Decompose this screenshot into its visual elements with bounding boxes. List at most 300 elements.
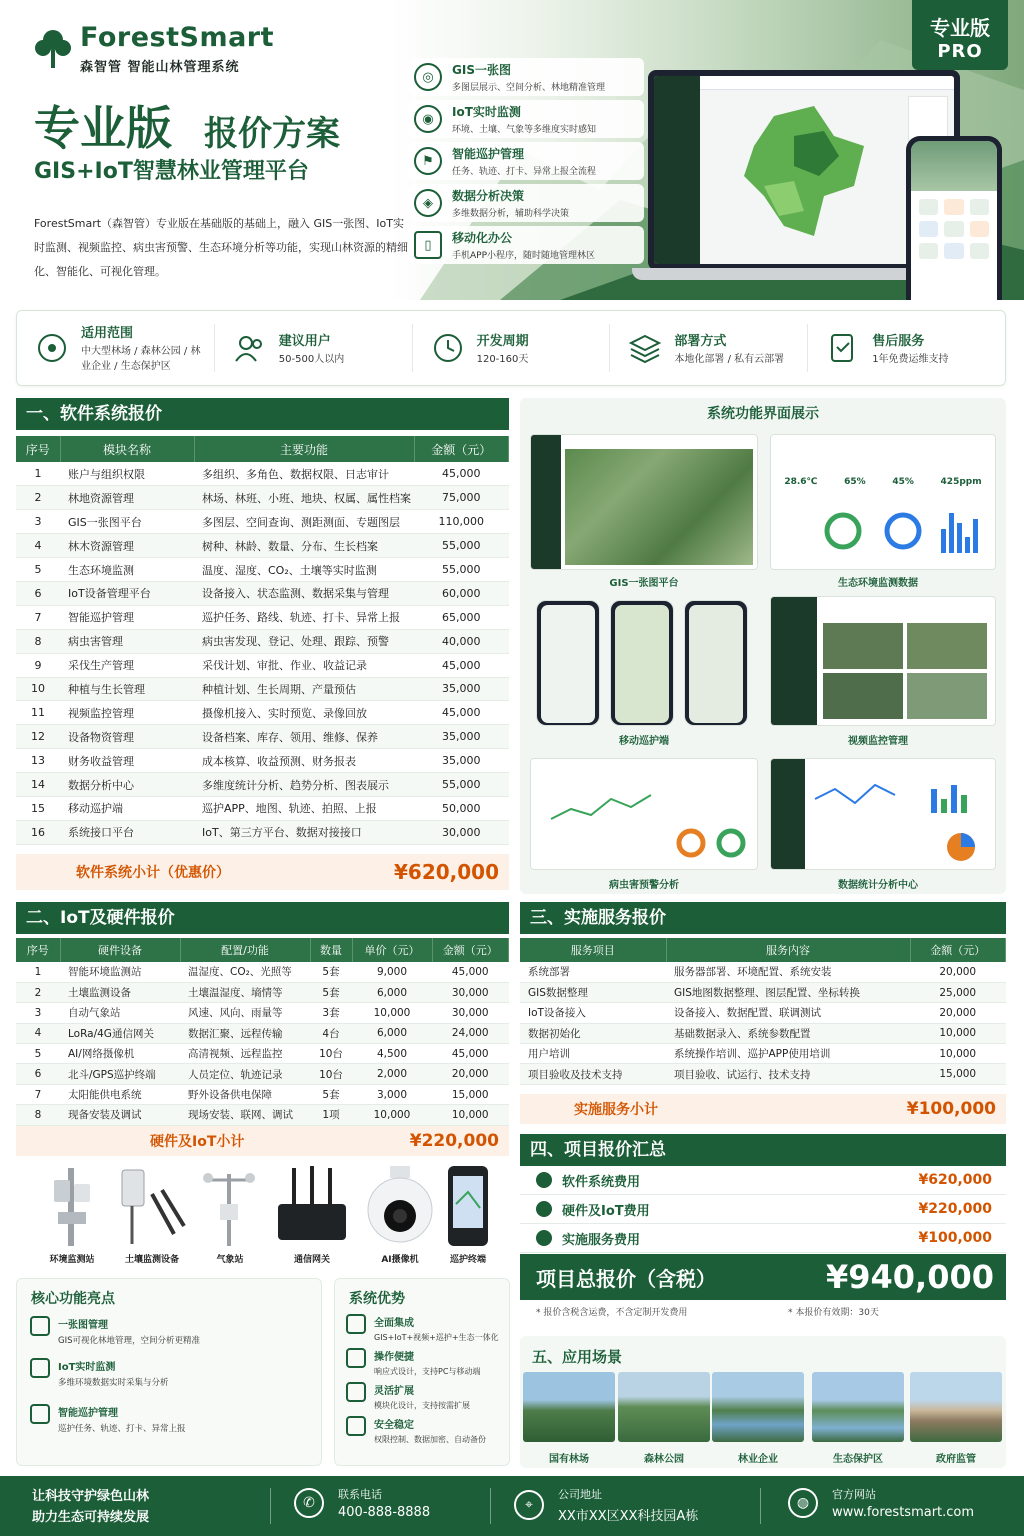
- highlight-title: IoT实时监测: [58, 1362, 116, 1373]
- screenshot-caption: 视频监控管理: [848, 736, 908, 747]
- info-service: [808, 324, 1005, 372]
- table-row: [16, 1044, 509, 1064]
- table-row: [520, 1003, 1006, 1023]
- table-header: 单价（元）: [352, 938, 432, 962]
- edition-badge: [912, 0, 1008, 70]
- table-row: [16, 486, 509, 510]
- table-cell: 13: [16, 749, 60, 773]
- table-row: [16, 701, 509, 725]
- integration-icon: [346, 1314, 366, 1334]
- table-cell: 6: [16, 1064, 60, 1084]
- table-cell: 40,000: [414, 629, 509, 653]
- table-cell: 基础数据录入、系统参数配置: [666, 1023, 910, 1043]
- table-cell: 8: [16, 1105, 60, 1125]
- brand-subtitle: 森智管 智能山林管理系统: [80, 60, 240, 75]
- map-icon: ◎: [414, 63, 442, 91]
- slogan-line: 助力生态可持续发展: [32, 1510, 150, 1525]
- summary-value: ¥220,000: [918, 1201, 992, 1217]
- screenshot-caption: GIS一张图平台: [609, 578, 679, 589]
- mobile-screenshot: [684, 600, 748, 726]
- table-row: [16, 605, 509, 629]
- feature-title: 数据分析决策: [452, 189, 525, 203]
- showcase-title: 系统功能界面展示: [707, 406, 819, 422]
- table-cell: 太阳能供电系统: [60, 1084, 180, 1104]
- feature-title: 智能巡护管理: [452, 147, 525, 161]
- table-cell: 视频监控管理: [60, 701, 194, 725]
- table-cell: 2: [16, 486, 60, 510]
- platform-name: GIS+IoT智慧林业管理平台: [34, 159, 309, 184]
- env-screenshot: [770, 434, 996, 570]
- table-cell: 林场、林班、小班、地块、权属、属性档案: [194, 486, 414, 510]
- table-cell: 35,000: [414, 749, 509, 773]
- table-cell: 多组织、多角色、数据权限、日志审计: [194, 462, 414, 486]
- table-cell: 账户与组织权限: [60, 462, 194, 486]
- extend-icon: [346, 1382, 366, 1402]
- scene-image: [712, 1372, 804, 1442]
- feature-title: GIS一张图: [452, 63, 511, 77]
- table-cell: 巡护任务、路线、轨迹、打卡、异常上报: [194, 605, 414, 629]
- info-deploy: [610, 324, 808, 372]
- table-row: [16, 629, 509, 653]
- video-screenshot: [770, 596, 996, 726]
- table-row: [16, 1023, 509, 1043]
- ease-icon: [346, 1348, 366, 1368]
- highlights-title: 核心功能亮点: [31, 1291, 115, 1307]
- table-cell: 8: [16, 629, 60, 653]
- feature-desc: 环境、土壤、气象等多维度实时感知: [452, 125, 597, 135]
- table-cell: 移动巡护端: [60, 796, 194, 820]
- table-cell: 10台: [310, 1064, 352, 1084]
- patrol-terminal-icon: [428, 1164, 508, 1248]
- table-cell: 10,000: [352, 1105, 432, 1125]
- env-reading: 65%: [844, 477, 866, 487]
- table-cell: 1: [16, 462, 60, 486]
- table-cell: 5套: [310, 1084, 352, 1104]
- subtotal-value: ¥100,000: [906, 1099, 996, 1119]
- summary-label: 软件系统费用: [562, 1174, 641, 1190]
- screenshot-caption: 移动巡护端: [619, 736, 669, 747]
- mobile-icon: ▯: [414, 231, 442, 259]
- table-cell: 9: [16, 653, 60, 677]
- summary-section-title: 四、项目报价汇总: [520, 1134, 1006, 1166]
- table-cell: 45,000: [414, 653, 509, 677]
- info-cycle: [413, 324, 611, 372]
- footer-label: 联系电话: [338, 1488, 382, 1501]
- table-cell: 7: [16, 605, 60, 629]
- info-strip: [16, 310, 1006, 386]
- table-cell: 30,000: [432, 982, 509, 1002]
- table-cell: 14: [16, 773, 60, 797]
- table-cell: 4,500: [352, 1044, 432, 1064]
- info-value: 120-160天: [476, 353, 529, 365]
- advantage-item: [346, 1416, 486, 1445]
- table-row: [520, 982, 1006, 1002]
- info-label: 开发周期: [476, 333, 529, 349]
- scene-image: [523, 1372, 615, 1442]
- phone-mockup: [906, 136, 1002, 300]
- table-cell: 种植与生长管理: [60, 677, 194, 701]
- table-cell: 4: [16, 1023, 60, 1043]
- table-cell: 5: [16, 558, 60, 582]
- feature-desc: 任务、轨迹、打卡、异常上报全流程: [452, 167, 597, 177]
- table-cell: 10,000: [910, 1044, 1006, 1064]
- table-cell: 6,000: [352, 1023, 432, 1043]
- table-cell: 2: [16, 982, 60, 1002]
- table-header: 配置/功能: [180, 938, 310, 962]
- table-cell: 温度、湿度、CO₂、土壤等实时监测: [194, 558, 414, 582]
- info-label: 售后服务: [872, 333, 925, 349]
- footer-value: www.forestsmart.com: [832, 1505, 975, 1520]
- table-cell: 10,000: [352, 1003, 432, 1023]
- sensor-icon: [30, 1358, 50, 1378]
- table-cell: 75,000: [414, 486, 509, 510]
- table-row: [520, 1023, 1006, 1043]
- table-cell: 设备档案、库存、领用、维修、保养: [194, 725, 414, 749]
- subtotal-label: 实施服务小计: [574, 1102, 658, 1118]
- table-row: [16, 510, 509, 534]
- pest-screenshot: [530, 758, 758, 870]
- device-caption: AI摄像机: [381, 1255, 419, 1265]
- total-price-bar: [520, 1254, 1006, 1300]
- table-row: [16, 462, 509, 486]
- table-cell: 45,000: [432, 1044, 509, 1064]
- table-cell: 6: [16, 581, 60, 605]
- table-row: [16, 749, 509, 773]
- table-cell: 生态环境监测: [60, 558, 194, 582]
- summary-row: [520, 1195, 1006, 1224]
- table-row: [16, 653, 509, 677]
- soil-sensor-icon: [112, 1164, 192, 1248]
- feature-title: 移动化办公: [452, 231, 513, 245]
- advantage-desc: GIS+IoT+视频+巡护+生态一体化: [374, 1333, 499, 1342]
- stats-chart-graphic: [771, 759, 996, 870]
- table-cell: 10,000: [910, 1023, 1006, 1043]
- table-cell: 4: [16, 534, 60, 558]
- table-header: 金额（元）: [910, 938, 1006, 962]
- clock-icon: [431, 331, 465, 365]
- patrol-icon: ⚑: [414, 147, 442, 175]
- table-cell: 30,000: [432, 1003, 509, 1023]
- summary-note: * 报价含税含运费，不含定制开发费用: [536, 1308, 688, 1318]
- table-cell: 45,000: [432, 962, 509, 982]
- table-cell: 65,000: [414, 605, 509, 629]
- table-cell: 20,000: [910, 962, 1006, 982]
- table-row: [16, 1105, 509, 1125]
- table-cell: 3套: [310, 1003, 352, 1023]
- table-cell: 智能巡护管理: [60, 605, 194, 629]
- service-cost-icon: [536, 1230, 552, 1246]
- table-header: 服务项目: [520, 938, 666, 962]
- table-cell: 数据汇聚、远程传输: [180, 1023, 310, 1043]
- advantages-title: 系统优势: [349, 1291, 405, 1307]
- table-cell: 25,000: [910, 982, 1006, 1002]
- screenshot-caption: 生态环境监测数据: [838, 578, 918, 589]
- highlight-desc: GIS可视化林地管理，空间分析更精准: [58, 1336, 200, 1346]
- scenes-title: 五、应用场景: [532, 1348, 623, 1366]
- summary-label: 实施服务费用: [562, 1232, 641, 1248]
- table-cell: 35,000: [414, 725, 509, 749]
- edition-badge-line2: PRO: [937, 41, 983, 62]
- table-cell: 现备安装及调试: [60, 1105, 180, 1125]
- table-cell: IoT设备管理平台: [60, 581, 194, 605]
- footer-divider: [490, 1488, 491, 1524]
- info-value: 中大型林场 / 森林公园 / 林业企业 / 生态保护区: [81, 346, 201, 372]
- scene-image: [910, 1372, 1002, 1442]
- table-cell: 55,000: [414, 773, 509, 797]
- feature-item: [408, 226, 644, 264]
- scene-caption: 林业企业: [738, 1454, 778, 1465]
- table-header: 服务内容: [666, 938, 910, 962]
- table-cell: LoRa/4G通信网关: [60, 1023, 180, 1043]
- table-cell: 成本核算、收益预测、财务报表: [194, 749, 414, 773]
- subtotal-label: 软件系统小计（优惠价）: [76, 865, 230, 881]
- scene-image: [812, 1372, 904, 1442]
- table-header: 主要功能: [194, 436, 414, 462]
- device-caption: 气象站: [216, 1255, 244, 1265]
- table-cell: 9,000: [352, 962, 432, 982]
- table-cell: 15: [16, 796, 60, 820]
- table-cell: 20,000: [910, 1003, 1006, 1023]
- footer-divider: [270, 1488, 271, 1524]
- table-cell: 采伐计划、审批、作业、收益记录: [194, 653, 414, 677]
- table-header: 序号: [16, 938, 60, 962]
- software-section-title: 一、软件系统报价: [16, 398, 509, 430]
- table-cell: 财务收益管理: [60, 749, 194, 773]
- summary-value: ¥100,000: [918, 1230, 992, 1246]
- table-cell: 病虫害管理: [60, 629, 194, 653]
- table-cell: 服务器部署、环境配置、系统安装: [666, 962, 910, 982]
- info-label: 部署方式: [674, 333, 727, 349]
- table-row: [16, 1064, 509, 1084]
- advantage-desc: 模块化设计，支持按需扩展: [374, 1401, 470, 1410]
- table-header: 金额（元）: [414, 436, 509, 462]
- table-cell: 摄像机接入、实时预览、录像回放: [194, 701, 414, 725]
- hardware-cost-icon: [536, 1201, 552, 1217]
- table-cell: 项目验收、试运行、技术支持: [666, 1064, 910, 1084]
- table-cell: 3: [16, 510, 60, 534]
- table-cell: 项目验收及技术支持: [520, 1064, 666, 1084]
- slogan-line: 让科技守护绿色山林: [32, 1489, 150, 1504]
- weather-station-icon: [190, 1164, 270, 1248]
- table-cell: 5: [16, 1044, 60, 1064]
- table-row: [16, 1003, 509, 1023]
- table-cell: 5套: [310, 962, 352, 982]
- advantage-item: [346, 1348, 480, 1377]
- feature-item: [408, 100, 644, 138]
- services-subtotal: [520, 1094, 1006, 1124]
- table-row: [520, 1064, 1006, 1084]
- info-value: 本地化部署 / 私有云部署: [674, 353, 785, 365]
- table-cell: 15,000: [432, 1084, 509, 1104]
- hardware-section-title: 二、IoT及硬件报价: [16, 902, 509, 934]
- subtotal-value: ¥220,000: [409, 1131, 499, 1151]
- table-row: [520, 962, 1006, 982]
- info-value: 50-500人以内: [278, 353, 345, 365]
- table-cell: 16: [16, 820, 60, 844]
- highlight-desc: 多维环境数据实时采集与分析: [58, 1378, 169, 1388]
- advantage-title: 灵活扩展: [374, 1386, 414, 1397]
- table-row: [520, 1044, 1006, 1064]
- table-cell: 10台: [310, 1044, 352, 1064]
- advantage-title: 操作便捷: [374, 1352, 414, 1363]
- page-title-sub: 报价方案: [204, 114, 340, 154]
- feature-list: [408, 58, 644, 268]
- feature-desc: 多图层展示、空间分析、林地精准管理: [452, 83, 606, 93]
- globe-icon: ◍: [788, 1488, 818, 1518]
- table-row: [16, 1084, 509, 1104]
- mobile-screenshot: [610, 600, 674, 726]
- sensor-icon: ◉: [414, 105, 442, 133]
- tree-logo-icon: [34, 26, 72, 70]
- table-cell: 50,000: [414, 796, 509, 820]
- table-cell: 采伐生产管理: [60, 653, 194, 677]
- table-cell: 数据分析中心: [60, 773, 194, 797]
- feature-title: IoT实时监测: [452, 105, 521, 119]
- table-cell: 系统部署: [520, 962, 666, 982]
- footer-website[interactable]: [788, 1486, 974, 1520]
- table-cell: 3,000: [352, 1084, 432, 1104]
- table-cell: 110,000: [414, 510, 509, 534]
- env-reading: 425ppm: [940, 477, 982, 487]
- table-cell: 30,000: [414, 820, 509, 844]
- table-cell: IoT设备接入: [520, 1003, 666, 1023]
- table-cell: 60,000: [414, 581, 509, 605]
- table-cell: 北斗/GPS巡护终端: [60, 1064, 180, 1084]
- table-cell: 设备接入、数据配置、联调测试: [666, 1003, 910, 1023]
- summary-row: [520, 1166, 1006, 1195]
- info-scope: [17, 324, 215, 372]
- total-value: ¥940,000: [825, 1258, 994, 1296]
- table-cell: 高清视频、远程监控: [180, 1044, 310, 1064]
- footer-phone[interactable]: [294, 1486, 430, 1520]
- layers-icon: [628, 331, 662, 365]
- total-label: 项目总报价（含税）: [536, 1266, 716, 1291]
- table-cell: 智能环境监测站: [60, 962, 180, 982]
- advantage-desc: 权限控制、数据加密、自动备份: [374, 1435, 486, 1444]
- footer-value: 400-888-8888: [338, 1505, 431, 1520]
- table-cell: 系统接口平台: [60, 820, 194, 844]
- scene-caption: 森林公园: [644, 1454, 684, 1465]
- intro-text: ForestSmart（森智管）专业版在基础版的基础上，融入 GIS一张图、IoT实时监测、视频监控、病虫害预警、生态环境分析等功能，实现山林资源的精细化、智能化、可视化管理。: [34, 217, 408, 278]
- table-cell: 多图层、空间查询、测距测面、专题图层: [194, 510, 414, 534]
- summary-value: ¥620,000: [918, 1172, 992, 1188]
- services-section-title: 三、实施服务报价: [520, 902, 1006, 934]
- table-cell: 现场安装、联网、调试: [180, 1105, 310, 1125]
- highlight-desc: 巡护任务、轨迹、打卡、异常上报: [58, 1424, 186, 1434]
- table-row: [16, 725, 509, 749]
- screenshot-caption: 病虫害预警分析: [609, 880, 679, 891]
- info-label: 建议用户: [278, 333, 331, 349]
- table-cell: 病虫害发现、登记、处理、跟踪、预警: [194, 629, 414, 653]
- info-users: [215, 324, 413, 372]
- table-cell: 数据初始化: [520, 1023, 666, 1043]
- scene-caption: 国有林场: [549, 1454, 589, 1465]
- info-label: 适用范围: [81, 326, 134, 341]
- table-cell: 45,000: [414, 701, 509, 725]
- feature-item: [408, 184, 644, 222]
- info-value: 1年免费运维支持: [872, 353, 949, 365]
- table-cell: 24,000: [432, 1023, 509, 1043]
- hardware-table: [16, 938, 509, 1126]
- footer-label: 官方网站: [832, 1488, 876, 1501]
- table-cell: 树种、林龄、数量、分布、生长档案: [194, 534, 414, 558]
- advantage-desc: 响应式设计，支持PC与移动端: [374, 1367, 481, 1376]
- feature-desc: 手机APP小程序，随时随地管理林区: [452, 251, 596, 261]
- feature-desc: 多维数据分析，辅助科学决策: [452, 209, 570, 219]
- table-row: [16, 962, 509, 982]
- highlight-title: 一张图管理: [58, 1320, 108, 1331]
- table-cell: 15,000: [910, 1064, 1006, 1084]
- table-cell: 设备物资管理: [60, 725, 194, 749]
- device-caption: 通信网关: [293, 1255, 330, 1265]
- table-cell: 种植计划、生长周期、产量预估: [194, 677, 414, 701]
- table-cell: 土壤温湿度、墒情等: [180, 982, 310, 1002]
- table-cell: 温湿度、CO₂、光照等: [180, 962, 310, 982]
- services-table: [520, 938, 1006, 1085]
- table-cell: 林木资源管理: [60, 534, 194, 558]
- map-icon: [30, 1316, 50, 1336]
- table-header: 数量: [310, 938, 352, 962]
- table-cell: IoT、第三方平台、数据对接接口: [194, 820, 414, 844]
- scene-image: [618, 1372, 710, 1442]
- env-reading: 28.6℃: [784, 477, 818, 487]
- table-cell: 3: [16, 1003, 60, 1023]
- software-table: [16, 436, 509, 845]
- table-cell: 人员定位、轨迹记录: [180, 1064, 310, 1084]
- security-icon: [346, 1416, 366, 1436]
- advantage-title: 全面集成: [374, 1318, 414, 1329]
- gateway-icon: [272, 1164, 352, 1248]
- device-caption: 土壤监测设备: [124, 1255, 179, 1265]
- pest-chart-graphic: [531, 759, 758, 870]
- table-cell: AI/网络摄像机: [60, 1044, 180, 1064]
- footer-slogan: [32, 1486, 149, 1528]
- table-cell: 系统操作培训、巡护APP使用培训: [666, 1044, 910, 1064]
- hero-banner: [0, 0, 1024, 300]
- summary-row: [520, 1224, 1006, 1253]
- feature-item: [408, 58, 644, 96]
- table-cell: 1: [16, 962, 60, 982]
- edition-badge-line1: 专业版: [930, 16, 990, 40]
- advantage-item: [346, 1314, 499, 1343]
- table-cell: 55,000: [414, 534, 509, 558]
- scope-icon: [35, 331, 69, 365]
- env-chart-graphic: [771, 499, 996, 569]
- table-cell: 设备接入、状态监测、数据采集与管理: [194, 581, 414, 605]
- gis-screenshot: [530, 434, 758, 570]
- subtotal-label: 硬件及IoT小计: [150, 1134, 245, 1150]
- table-cell: GIS一张图平台: [60, 510, 194, 534]
- summary-note: * 本报价有效期：30天: [788, 1308, 879, 1318]
- table-cell: 5套: [310, 982, 352, 1002]
- table-row: [16, 773, 509, 797]
- table-cell: 10,000: [432, 1105, 509, 1125]
- footer-label: 公司地址: [558, 1488, 602, 1501]
- footer-address: [514, 1486, 698, 1524]
- env-station-icon: [32, 1164, 112, 1248]
- table-cell: 巡护APP、地图、轨迹、拍照、上报: [194, 796, 414, 820]
- mobile-screenshot: [536, 600, 600, 726]
- table-header: 序号: [16, 436, 60, 462]
- advantage-item: [346, 1382, 470, 1411]
- highlight-item: [30, 1404, 186, 1434]
- table-header: 硬件设备: [60, 938, 180, 962]
- users-icon: [233, 331, 267, 365]
- table-header: 金额（元）: [432, 938, 509, 962]
- table-cell: GIS地图数据整理、图层配置、坐标转换: [666, 982, 910, 1002]
- subtotal-value: ¥620,000: [393, 860, 499, 884]
- table-cell: 1项: [310, 1105, 352, 1125]
